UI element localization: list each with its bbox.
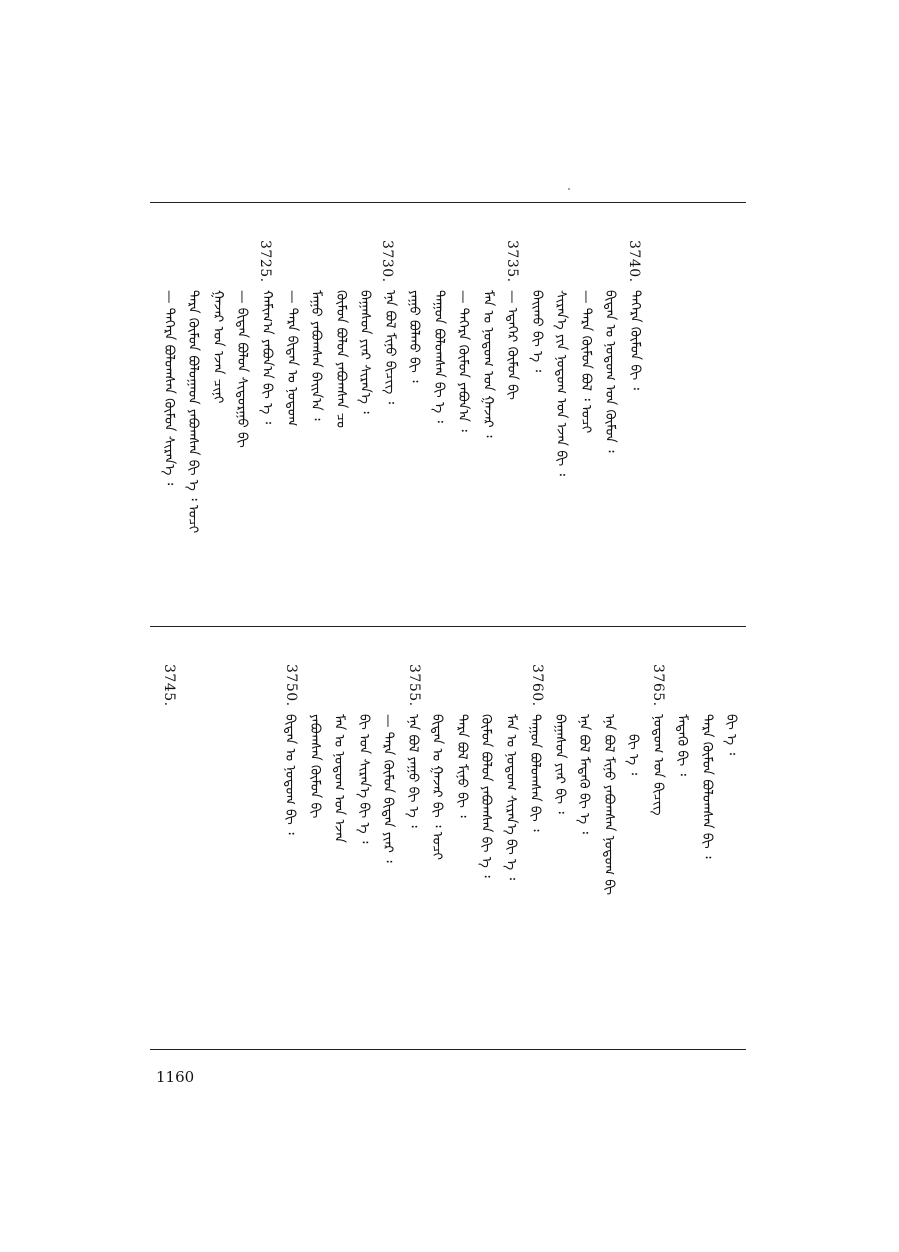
verse-column: ᠲᠡᠷᠡ ᠪᠤᠯ ᠮᠢᠨᠤ ᠪᠢ ᠄ [454, 714, 470, 818]
scan-speck [568, 188, 570, 190]
verse-column: ᠪᠢ ᠡ ᠄ [625, 734, 641, 775]
verse-column: — ᠳᠡᠭᠡᠷᠡ ᠪᠤᠯᠤᠭᠰᠠᠨ ᠬᠦᠮᠦᠨ ᠰᠢᠷᠡᠨ᠎ᠡ ᠄ [161, 290, 177, 486]
verse-column: ᠳᠠᠭᠤᠨ ᠪᠤᠯᠤᠭᠰᠠᠨ ᠪᠢ ᠄ [527, 714, 543, 832]
line-number-3760: 3760. [529, 664, 545, 707]
verse-column: ᠡᠨᠡ ᠪᠤᠯ ᠮᠢᠨᠤ ᠶᠠᠪᠤᠭᠰᠠᠨ ᠨᠤᠲᠤᠭ ᠪᠢ [601, 714, 617, 896]
verse-column: — ᠲᠡᠷᠡ ᠪᠢᠳᠡᠨ ᠤ ᠨᠤᠲᠤᠭ [284, 290, 300, 427]
verse-column: ᠪᠢᠳᠡᠨ ᠤ ᠨᠤᠲᠤᠭ ᠪᠢ ᠄ [282, 714, 298, 835]
verse-column: ᠬᠦᠮᠦᠨ ᠪᠤᠯᠤᠨ ᠶᠠᠪᠤᠭᠰᠠᠨ ᠪᠢ ᠡ ᠄ [478, 714, 494, 878]
verse-column: ᠬᠠᠮᠢᠭ᠎ᠠ ᠶᠠᠪᠤᠨ᠎ᠠ ᠪᠢ ᠡ ᠄ [259, 290, 275, 424]
verse-column: ᠮᠠᠨ ᠤ ᠨᠤᠲᠤᠭ ᠤᠨ ᠡᠵᠡᠨ [331, 714, 347, 843]
verse-column: ᠮᠡᠳᠡᠬᠦ ᠪᠢ ᠄ [674, 714, 690, 776]
verse-column: ᠮᠠᠨ ᠤ ᠨᠤᠲᠤᠭ ᠰᠢᠷᠡᠨ᠎ᠡ ᠪᠢ ᠡ ᠄ [503, 714, 519, 880]
verse-column: — ᠪᠢᠳᠡᠨ ᠪᠤᠯᠤᠨ ᠰᠢᠳᠤᠷᠭᠤ ᠪᠢ [234, 290, 250, 448]
verse-column: ᠰᠢᠷᠡᠨ᠎ᠡ ᠶᠢᠨ ᠨᠤᠲᠤᠭ ᠤᠨ ᠡᠵᠡᠨ ᠪᠢ ᠄ [553, 290, 569, 476]
verse-column: ᠪᠠᠭᠠᠰᠤᠨ ᠶᠢᠡᠷ ᠰᠢᠷᠡᠨ᠎ᠡ ᠄ [357, 290, 373, 414]
line-number-3765: 3765. [650, 664, 666, 707]
bottom-text-block [150, 664, 746, 1036]
top-text-block [150, 240, 746, 612]
verse-column: ᠲᠡᠷᠡ ᠬᠦᠮᠦᠨ ᠪᠤᠯᠤᠭᠰᠠᠨ ᠪᠢ ᠄ [699, 714, 715, 859]
line-number-3725: 3725. [257, 240, 273, 283]
verse-column: — ᠳᠡᠭᠡᠷᠡ ᠬᠦᠮᠦᠨ ᠶᠠᠪᠤᠨ᠎ᠠ ᠄ [455, 290, 471, 432]
verse-column: ᠨᠤᠲᠤᠭ ᠤᠨ ᠪᠢᠴᠢᠭ [650, 714, 666, 816]
verse-column: ᠮᠠᠭᠤ ᠶᠠᠪᠤᠭᠰᠠᠨ ᠪᠠᠢ᠌ᠨ᠎ᠠ ᠄ [308, 290, 324, 421]
line-number-3750: 3750. [283, 664, 299, 707]
verse-column: ᠡᠨᠡ ᠪᠤᠯ ᠮᠡᠳᠡᠬᠦ ᠪᠢ ᠡ ᠄ [576, 714, 592, 834]
middle-rule [150, 626, 746, 627]
verse-column: ᠳᠡᠭᠡᠷᠡ ᠬᠦᠮᠦᠨ ᠪᠢ ᠄ [627, 290, 643, 390]
verse-column: ᠪᠢᠳᠡᠨ ᠤ ᠭᠠᠵᠠᠷ ᠪᠢ ᠄ ᠣᠴᠢ [429, 714, 445, 861]
verse-column: — ᠲᠡᠷᠡ ᠬᠦᠮᠦᠨ ᠪᠢᠳᠡᠨ ᠶᠢᠡᠷ ᠄ [380, 714, 396, 863]
verse-column: ᠲᠡᠷᠡ ᠬᠦᠮᠦᠨ ᠪᠤᠯᠤᠭᠠᠳ ᠶᠠᠪᠤᠭᠰᠠᠨ ᠪᠢ ᠡ ᠄ ᠣᠴᠢ [185, 290, 201, 534]
verse-column: ᠶᠠᠪᠤᠭᠰᠠᠨ ᠬᠦᠮᠦᠨ ᠪᠢ [307, 714, 323, 819]
top-rule [150, 202, 746, 203]
verse-column: ᠬᠦᠮᠦᠨ ᠪᠤᠯᠤᠨ ᠶᠠᠪᠤᠭᠰᠠᠨ ᠴᠤ [333, 290, 349, 428]
verse-column: — ᠲᠡᠷᠡ ᠬᠦᠮᠦᠨ ᠪᠤᠯ ᠄ ᠣᠴᠢ [578, 290, 594, 434]
line-number-3735: 3735. [504, 240, 520, 283]
verse-column: ᠭᠠᠵᠠᠷ ᠤᠨ ᠡᠵᠡᠨ ᠴᠢᠨᠢ [210, 290, 226, 404]
bottom-rule [150, 1049, 746, 1050]
verse-column: ᠳᠠᠭᠤᠨ ᠪᠤᠯᠤᠭᠰᠠᠨ ᠪᠢ ᠡ ᠄ [431, 290, 447, 423]
verse-column: ᠪᠠᠭᠠᠰᠤᠨ ᠶᠢᠡᠷ ᠪᠢ ᠄ [552, 714, 568, 814]
verse-column: ᠡᠨᠡ ᠪᠤᠯ ᠮᠢᠨᠤ ᠪᠢᠴᠢᠭ ᠄ [382, 290, 398, 404]
page-number: 1160 [156, 1068, 195, 1086]
verse-column: ᠡᠨᠡ ᠪᠤᠯ ᠶᠠᠭᠤ ᠪᠢ ᠡ ᠄ [405, 714, 421, 828]
verse-column: ᠪᠢᠳᠡᠨ ᠤ ᠨᠤᠲᠤᠭ ᠤᠨ ᠬᠦᠮᠦᠨ ᠄ [602, 290, 618, 453]
verse-column: ᠪᠠᠢ᠌ᠬᠤ ᠪᠢ ᠡ ᠄ [529, 290, 545, 372]
line-number-3740: 3740. [626, 240, 642, 283]
verse-column: ᠶᠠᠭᠤ ᠪᠤᠯᠬᠤ ᠪᠢ ᠄ [406, 290, 422, 383]
verse-column: ᠪᠢ ᠤᠨ ᠰᠢᠷᠡᠨ᠎ᠡ ᠪᠢ ᠡ ᠄ [356, 714, 372, 844]
verse-column: ᠮᠠᠨ ᠤ ᠨᠤᠲᠤᠭ ᠤᠨ ᠭᠠᠵᠠᠷ ᠄ [480, 290, 496, 438]
verse-column: — ᠡᠳᠡᠭᠡᠷ ᠬᠦᠮᠦᠨ ᠪᠢ [504, 290, 520, 400]
line-number-3745: 3745. [161, 664, 177, 707]
line-number-3730: 3730. [379, 240, 395, 283]
line-number-3755: 3755. [406, 664, 422, 707]
verse-column: ᠪᠢ ᠡ ᠄ [723, 714, 739, 755]
